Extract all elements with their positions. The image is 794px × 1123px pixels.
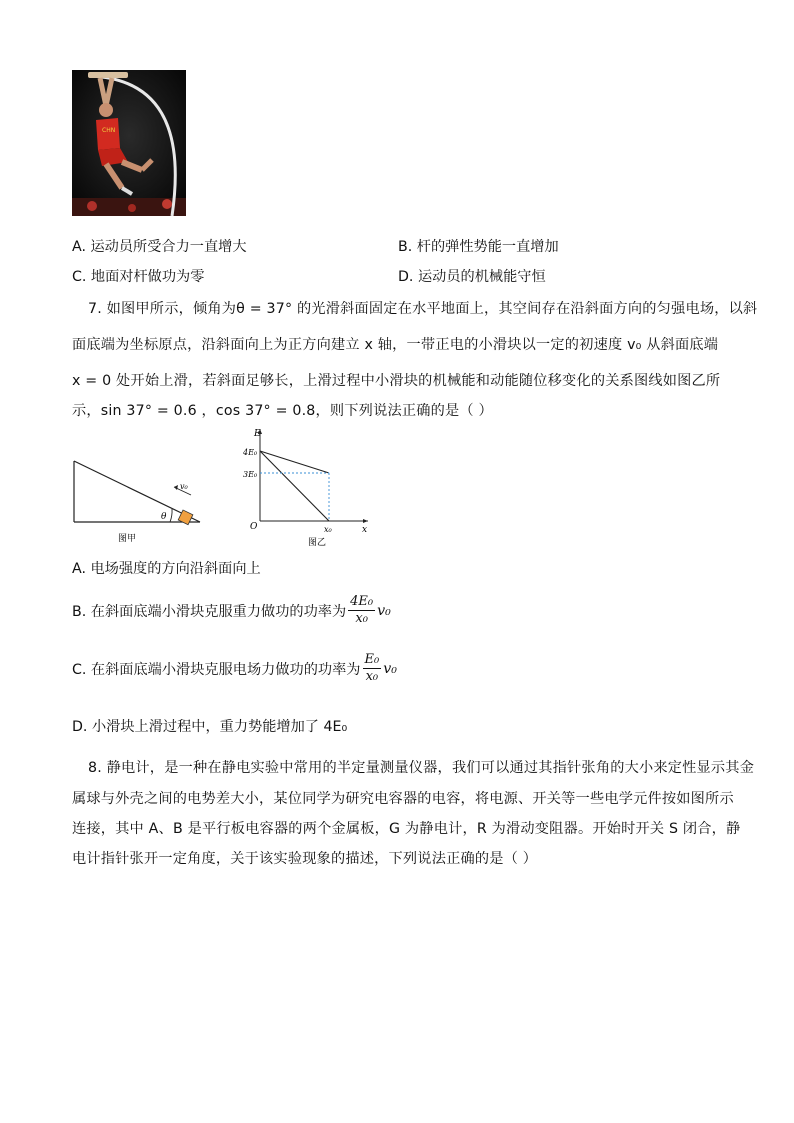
q7-option-c-numerator: E₀ <box>364 652 380 667</box>
q7-option-b-text: B. 在斜面底端小滑块克服重力做功的功率为 <box>72 603 347 620</box>
q7-option-c-tail: v₀ <box>383 660 397 677</box>
q7-option-b-tail: v₀ <box>377 602 391 619</box>
axis-x-label: x <box>362 525 368 535</box>
q7-option-b-numerator: 4E₀ <box>350 594 374 609</box>
origin-label: O <box>250 522 258 532</box>
figure-incline <box>70 455 210 545</box>
fig1-caption: 图甲 <box>118 534 137 544</box>
q6-option-c: C. 地面对杆做功为零 <box>72 269 205 285</box>
pole-vault-illustration <box>72 70 186 216</box>
q7-stem-line3: x = 0 处开始上滑，若斜面足够长，上滑过程中小滑块的机械能和动能随位移变化的关系图线如图乙所 <box>72 373 721 389</box>
fig2-caption: 图乙 <box>308 538 327 548</box>
q8-stem-line1: 8. 静电计，是一种在静电实验中常用的半定量测量仪器，我们可以通过其指针张角的大小来定性显示其金 <box>88 760 755 776</box>
q7-option-c-denominator: x₀ <box>365 669 379 684</box>
tick-x0: x₀ <box>324 525 332 534</box>
q7-option-d: D. 小滑块上滑过程中，重力势能增加了 4E₀ <box>72 719 348 735</box>
q6-option-d: D. 运动员的机械能守恒 <box>398 269 546 285</box>
angle-label: θ <box>161 512 167 522</box>
tick-4e0: 4E₀ <box>243 448 258 457</box>
q7-option-c <box>72 652 397 685</box>
q7-stem-line1: 7. 如图甲所示，倾角为θ = 37° 的光滑斜面固定在水平地面上，其空间存在沿斜面方向的匀强电场，以斜 <box>88 301 758 317</box>
q7-option-c-text: C. 在斜面底端小滑块克服电场力做功的功率为 <box>72 661 361 678</box>
q6-option-a: A. 运动员所受合力一直增大 <box>72 239 247 255</box>
axis-e-label: E <box>254 429 261 439</box>
q7-option-a: A. 电场强度的方向沿斜面向上 <box>72 561 261 577</box>
q7-option-b-fraction <box>348 594 375 627</box>
tick-3e0: 3E₀ <box>243 470 258 479</box>
q7-stem-line2: 面底端为坐标原点，沿斜面向上为正方向建立 x 轴，一带正电的小滑块以一定的初速度 v₀ 从斜面底端 <box>72 337 719 353</box>
figure-energy-graph <box>240 425 375 550</box>
q7-option-c-fraction <box>363 652 382 685</box>
q7-option-b <box>72 594 391 627</box>
q8-stem-line3: 连接，其中 A、B 是平行板电容器的两个金属板，G 为静电计，R 为滑动变阻器。开始时开关 S 闭合，静 <box>72 821 741 837</box>
velocity-label: v₀ <box>180 482 188 491</box>
q8-stem-line2: 属球与外壳之间的电势差大小，某位同学为研究电容器的电容，将电源、开关等一些电学元件按如图所示 <box>72 791 734 807</box>
q7-option-b-denominator: x₀ <box>355 611 368 626</box>
svg-text:CHN: CHN <box>102 127 116 134</box>
q6-option-b: B. 杆的弹性势能一直增加 <box>398 239 559 255</box>
q8-stem-line4: 电计指针张开一定角度，关于该实验现象的描述，下列说法正确的是（ ） <box>72 851 538 867</box>
q7-stem-line4: 示，sin 37° = 0.6 ，cos 37° = 0.8，则下列说法正确的是（ ） <box>72 403 493 419</box>
pole-vault-photo <box>72 70 186 216</box>
